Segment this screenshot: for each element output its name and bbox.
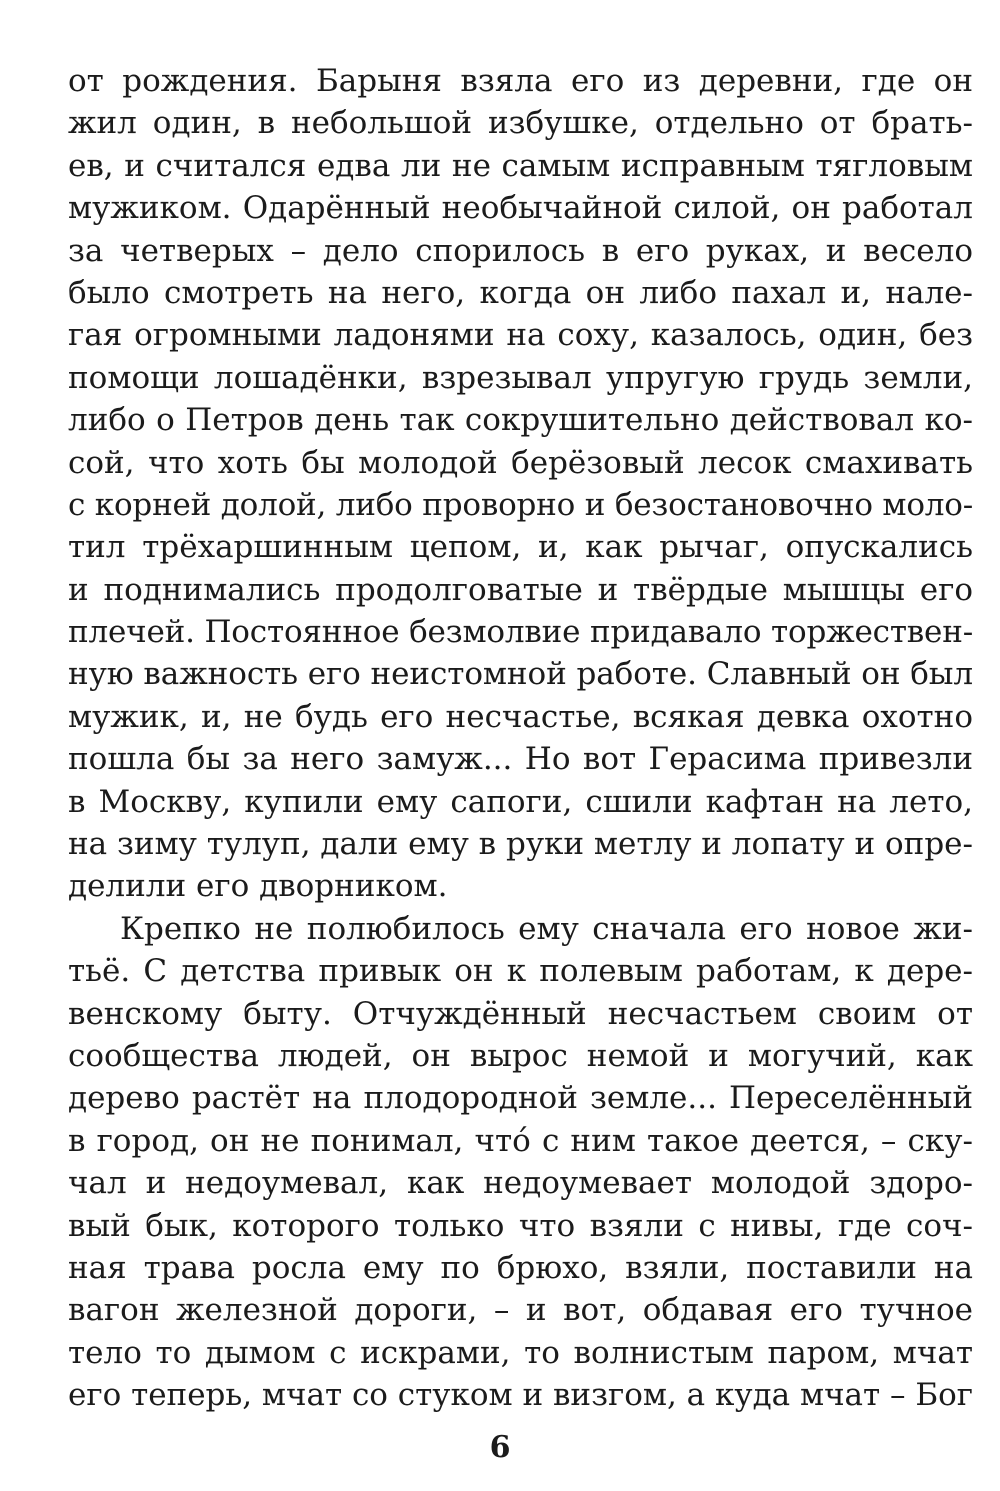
text-line: тело то дымом с искрами, то волнистым паром, мчат — [68, 1334, 973, 1371]
text-line: тьё. С детства привык он к полевым работам, к дере- — [68, 953, 973, 990]
text-line: либо о Петров день так сокрушительно действовал ко- — [68, 402, 973, 439]
text-line: чал и недоумевал, как недоумевает молодой здоро- — [68, 1165, 973, 1202]
text-line: было смотреть на него, когда он либо пахал и, нале- — [68, 274, 973, 311]
text-line: тил трёхаршинным цепом, и, как рычаг, опускались — [68, 529, 973, 566]
text-line: ная трава росла ему по брюхо, взяли, поставили на — [68, 1249, 973, 1286]
text-line: в Москву, купили ему сапоги, сшили кафтан на лето, — [68, 783, 973, 820]
page-number: 6 — [489, 1430, 511, 1465]
text-line: плечей. Постоянное безмолвие придавало торжествен- — [68, 614, 973, 651]
text-line: от рождения. Барыня взяла его из деревни, где он — [68, 63, 973, 99]
text-line: его теперь, мчат со стуком и визгом, а куда мчат – Бог — [68, 1377, 973, 1414]
text-line: и поднимались продолговатые и твёрдые мышцы его — [68, 571, 973, 608]
text-line: дерево растёт на плодородной земле... Переселённый — [68, 1080, 973, 1117]
text-line: с корней долой, либо проворно и безостановочно моло- — [68, 486, 973, 523]
text-line: венскому быту. Отчуждённый несчастьем своим от — [68, 995, 973, 1032]
text-line: помощи лошадёнки, взрезывал упругую грудь земли, — [68, 359, 973, 396]
text-line: вый бык, которого только что взяли с нивы, где соч- — [68, 1207, 973, 1244]
text-line: мужиком. Одарённый необычайной силой, он работал — [68, 190, 973, 227]
text-line: вагон железной дороги, – и вот, обдавая его тучное — [68, 1292, 973, 1329]
text-line: сой, что хоть бы молодой берёзовый лесок смахивать — [68, 444, 973, 481]
text-line: сообщества людей, он вырос немой и могучий, как — [68, 1037, 973, 1074]
text-line: ев, и считался едва ли не самым исправным тягловым — [68, 147, 973, 184]
text-line: гая огромными ладонями на соху, казалось, один, без — [68, 317, 973, 354]
text-line: мужик, и, не будь его несчастье, всякая девка охотно — [68, 698, 973, 735]
text-line: ную важность его неистомной работе. Славный он был — [68, 656, 973, 693]
text-line: за четверых – дело спорилось в его руках, и весело — [68, 232, 973, 269]
text-line: пошла бы за него замуж... Но вот Герасима привезли — [68, 741, 973, 778]
text-line: жил один, в небольшой избушке, отдельно от брать- — [68, 105, 973, 142]
body-text — [68, 60, 973, 1417]
text-line: в город, он не понимал, что́ с ним такое деется, – ску- — [68, 1122, 973, 1159]
text-line: Крепко не полюбилось ему сначала его новое жи- — [120, 910, 973, 947]
text-line: на зиму тулуп, дали ему в руки метлу и лопату и опре- — [68, 826, 973, 863]
paragraph-2 — [68, 908, 973, 1417]
paragraph-1 — [68, 60, 973, 908]
text-line: делили его дворником. — [68, 868, 448, 905]
